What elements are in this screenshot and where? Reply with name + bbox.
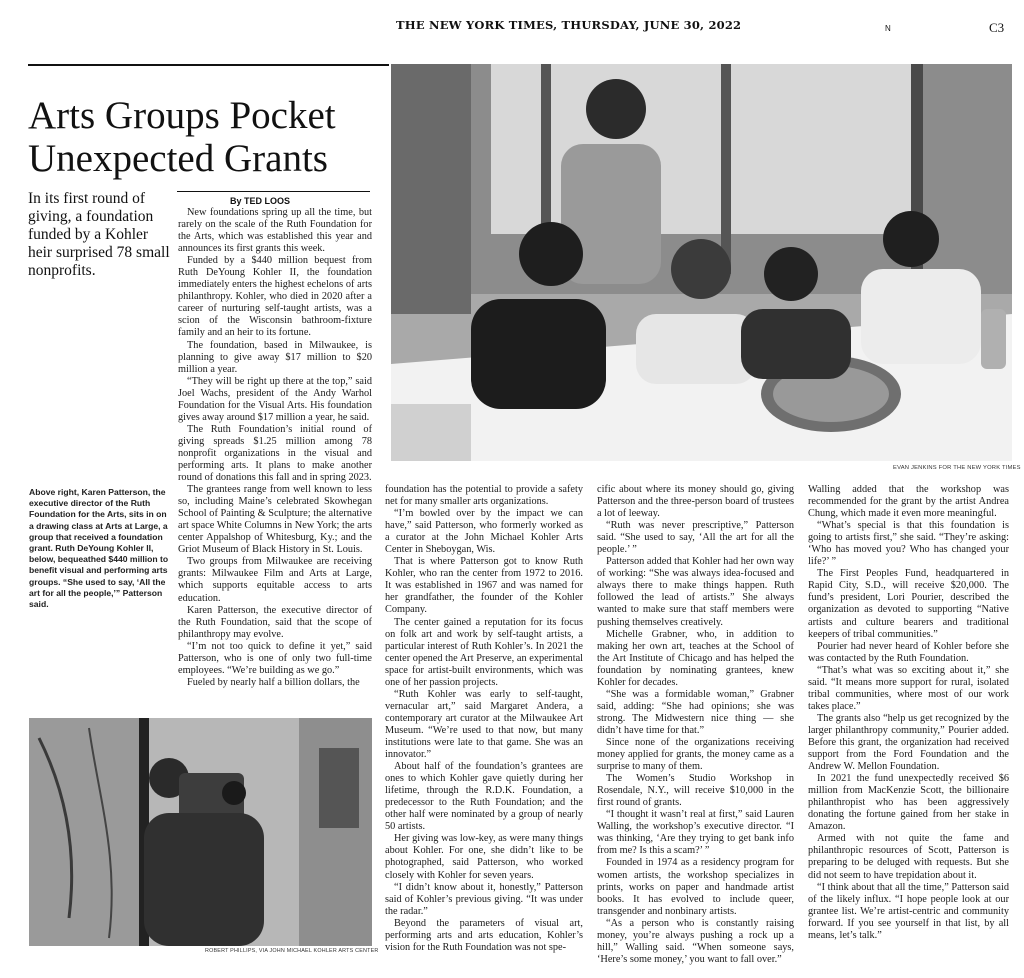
kohler-photo — [29, 718, 372, 946]
article-paragraph: “Ruth Kohler was early to self-taught, vernacular art,” said Margaret Andera, a contemporary art curator at the Milwaukee Art Museum. “We’re used to that now, but many institutions were late to that game. She was an innovator.” — [385, 688, 583, 761]
headline: Arts Groups Pocket Unexpected Grants — [28, 94, 336, 180]
article-paragraph: Walling added that the workshop was recommended for the grant by the artist Andrea Chung, which made it even more meaningful. — [808, 484, 1009, 520]
deck: In its first round of giving, a foundation funded by a Kohler heir surprised 78 small nonprofits. — [28, 190, 170, 279]
article-paragraph: “Ruth was never prescriptive,” Patterson said. “She used to say, ‘All the art for all the people.’ ” — [597, 520, 794, 556]
article-paragraph: The grants also “help us get recognized by the larger philanthropy community,” Pourier added. Before this grant, the organization had received support from the Ford Foundation and the Andrew W. Mellon Foundation. — [808, 712, 1009, 773]
article-paragraph: That is where Patterson got to know Ruth Kohler, who ran the center from 1972 to 2016. It was established in 1967 and was named for her grandfather, the founder of the Kohler Company. — [385, 556, 583, 616]
article-paragraph: “They will be right up there at the top,” said Joel Wachs, president of the Andy Warhol Foundation for the Visual Arts. His foundation gives away around $17 million a year, he said. — [178, 375, 372, 423]
article-paragraph: “As a person who is constantly raising money, you’re always pushing a rock up a hill,” Walling said. “When someone says, ‘Here’s some money,’ you want to fall over.” — [597, 917, 794, 965]
article-column-3 — [597, 484, 794, 966]
page-number: C3 — [989, 20, 1005, 35]
byline: By TED LOOS — [230, 196, 291, 206]
article-paragraph: “I didn’t know about it, honestly,” Patterson said of Kohler’s previous giving. “It was under the radar.” — [385, 881, 583, 917]
article-paragraph: Armed with not quite the fame and philanthropic resources of Scott, Patterson is preparing to be deluged with requests. But she did not seem to have trepidation about it. — [808, 833, 1009, 881]
article-paragraph: The foundation, based in Milwaukee, is planning to give away $17 million to $20 million a year. — [178, 339, 372, 375]
article-paragraph: Founded in 1974 as a residency program for women artists, the workshop specializes in prints, works on paper and handmade artist books. It has evolved to include queer, transgender and nonbinary artists. — [597, 857, 794, 917]
article-paragraph: Patterson added that Kohler had her own way of working: “She was always idea-focused and always there to make things happen. Ruth followed the lead of artists.” She always wanted to make sure that staff members were pushing themselves creatively. — [597, 556, 794, 628]
article-paragraph: New foundations spring up all the time, but rarely on the scale of the Ruth Foundation for the Arts, which was established this year and announces its first grants this week. — [178, 207, 372, 255]
article-paragraph: Beyond the parameters of visual art, performing arts and arts education, Kohler’s vision for the Ruth Foundation was not spe- — [385, 917, 583, 953]
article-paragraph: cific about where its money should go, giving Patterson and the three-person board of trustees a lot of leeway. — [597, 484, 794, 520]
article-paragraph: The Women’s Studio Workshop in Rosendale, N.Y., will receive $10,000 in the first round of grants. — [597, 773, 794, 809]
article-paragraph: Michelle Grabner, who, in addition to making her own art, teaches at the School of the Art Institute of Chicago and has helped the foundation by nominating grantees, knew Kohler for decades. — [597, 628, 794, 688]
kohler-photo-credit: ROBERT PHILLIPS, VIA JOHN MICHAEL KOHLER ARTS CENTER — [205, 948, 379, 954]
article-paragraph: The grantees range from well known to less so, including Maine’s celebrated Skowhegan School of Painting & Sculpture; the alternative art space White Columns in New York; the arts center Appalshop of Whitesburg, Ky.; and the Griot Museum of Black History in St. Louis. — [178, 484, 372, 556]
kohler-photo-illustration — [29, 718, 372, 946]
article-paragraph: “I thought it wasn’t real at first,” said Lauren Walling, the workshop’s executive director. “I was thinking, ‘Are they trying to get bank info from me? Is this a scam?’ ” — [597, 809, 794, 857]
article-paragraph: “I think about that all the time,” Patterson said of the likely influx. “I hope people look at our grantee list. We’re artist-centric and community forward. If you see yourself in that list, by all means, let’s talk.” — [808, 881, 1009, 941]
article-paragraph: “That’s what was so exciting about it,” she said. “It means more support for rural, isolated tribal communities, where most of our work takes place.” — [808, 664, 1009, 712]
article-paragraph: foundation has the potential to provide a safety net for many smaller arts organizations. — [385, 484, 583, 508]
article-paragraph: The First Peoples Fund, headquartered in Rapid City, S.D., will receive $20,000. The fund’s president, Lori Pourier, described the organization as devoted to supporting “Native artists and culture bearers and traditional keepers of tribal communities.” — [808, 568, 1009, 640]
article-paragraph: Funded by a $440 million bequest from Ruth DeYoung Kohler II, the foundation immediately enters the highest echelons of arts philanthropy. Kohler, who died in 2020 after a career of nurturing self-taught artists, was a scion of the Wisconsin bathroom-fixture family and an heir to its fortune. — [178, 255, 372, 339]
article-paragraph: The center gained a reputation for its focus on folk art and work by self-taught artists, a particular interest of Ruth Kohler’s. In 2021 the center opened the Art Preserve, an experimental space for artist-built environments, which was one of her passion projects. — [385, 616, 583, 688]
article-paragraph: Her giving was low-key, as were many things about Kohler. For one, she didn’t like to be photographed, said Patterson, who worked closely with Kohler for seven years. — [385, 833, 583, 881]
masthead: THE NEW YORK TIMES, THURSDAY, JUNE 30, 2022 — [396, 18, 742, 32]
article-paragraph: Since none of the organizations receiving money applied for grants, the money came as a surprise to many of them. — [597, 736, 794, 773]
edition-marker: N — [885, 24, 891, 33]
byline-rule — [177, 191, 370, 192]
article-paragraph: “She was a formidable woman,” Grabner said, adding: “She had opinions; she was strong. The Midwestern nice thing — she didn’t have time for that.” — [597, 688, 794, 736]
photo-caption: Above right, Karen Patterson, the executive director of the Ruth Foundation for the Arts, sits in on a drawing class at Arts at Large, a group that received a foundation grant. Ruth DeYoung Kohler II, below, bequeathed $440 million to benefit visual and performing arts groups. “She used to say, ‘All the art for all the people,’” Patterson said. — [29, 487, 169, 610]
article-paragraph: “I’m not too quick to define it yet,” said Patterson, who is one of only two full-time employees. “We’re building as we go.” — [178, 640, 372, 676]
headline-rule — [28, 64, 389, 66]
article-paragraph: Pourier had never heard of Kohler before she was contacted by the Ruth Foundation. — [808, 640, 1009, 664]
main-photo-credit: EVAN JENKINS FOR THE NEW YORK TIMES — [893, 465, 1021, 471]
article-paragraph: Karen Patterson, the executive director of the Ruth Foundation, said that the scope of philanthropy may evolve. — [178, 604, 372, 640]
article-column-4 — [808, 484, 1009, 942]
article-paragraph: “I’m bowled over by the impact we can have,” said Patterson, who formerly worked as a curator at the John Michael Kohler Arts Center in Sheboygan, Wis. — [385, 508, 583, 556]
article-paragraph: About half of the foundation’s grantees are ones to which Kohler gave quietly during her lifetime, through the R.D.K. Foundation, a predecessor to the Ruth Foundation; and the other half were nominated by a group of nearly 50 artists. — [385, 761, 583, 833]
main-photo — [391, 64, 1012, 461]
main-photo-illustration — [391, 64, 1012, 461]
article-column-2 — [385, 484, 583, 954]
article-paragraph: Fueled by nearly half a billion dollars, the — [187, 676, 360, 688]
article-paragraph: In 2021 the fund unexpectedly received $6 million from MacKenzie Scott, the billionaire philanthropist who has been aggressively donating the fortune gained from her stake in Amazon. — [808, 773, 1009, 833]
article-paragraph: Two groups from Milwaukee are receiving grants: Milwaukee Film and Arts at Large, which supports equitable access to arts education. — [178, 556, 372, 604]
article-paragraph: “What’s special is that this foundation is going to artists first,” she said. “They’re asking: ‘Who has moved you? Who has changed your life?’ ” — [808, 520, 1009, 568]
article-paragraph: The Ruth Foundation’s initial round of giving spreads $1.25 million among 78 nonprofit organizations in the visual and performing arts. It plans to make another round of donations this fall and in spring 2023. — [178, 423, 372, 484]
article-column-1 — [178, 207, 372, 689]
